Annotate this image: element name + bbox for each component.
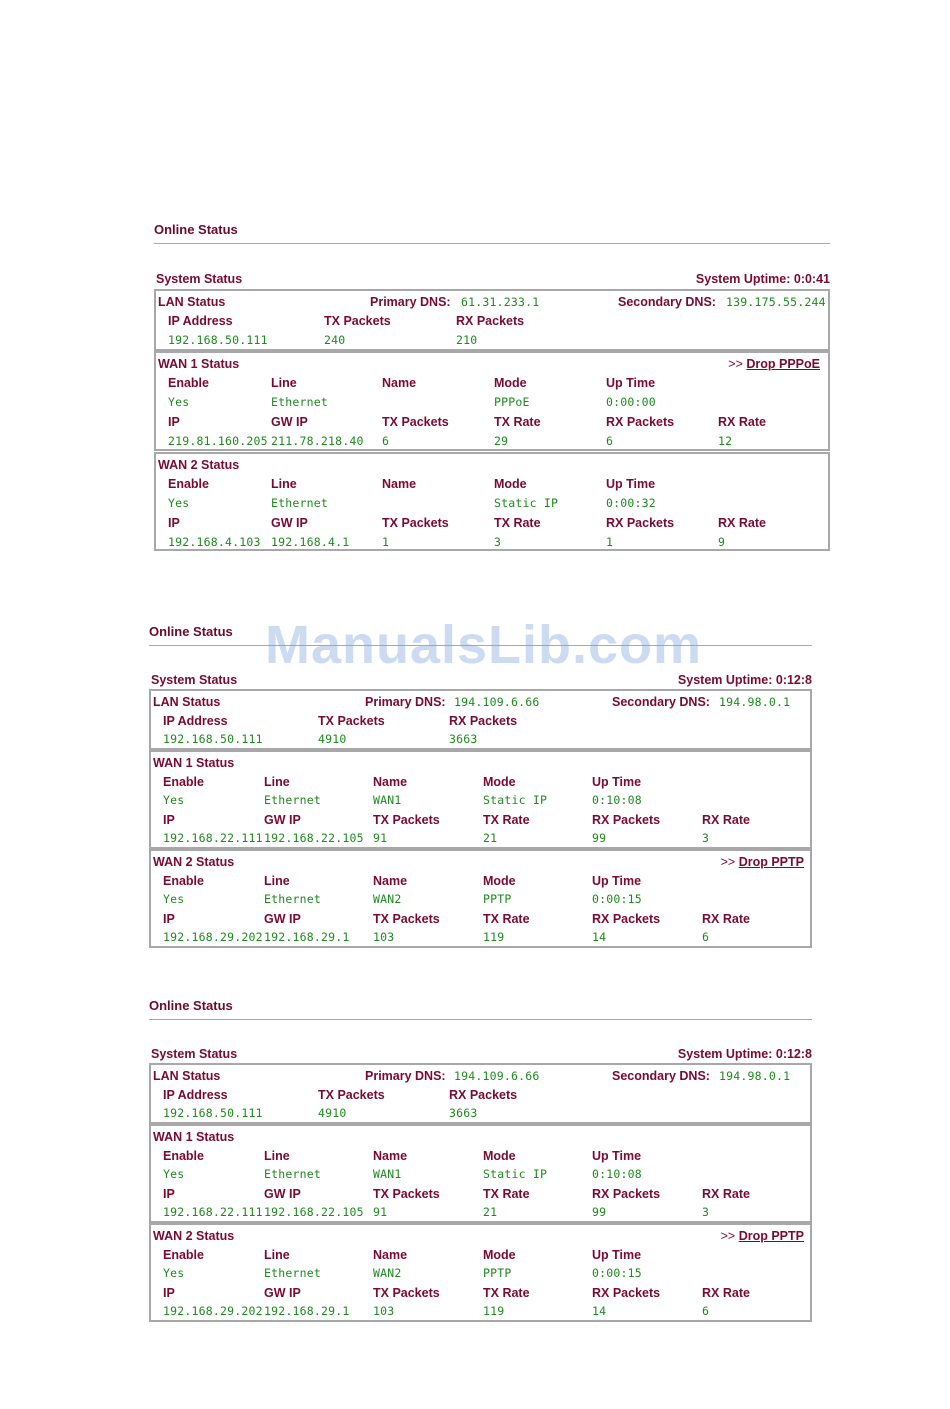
- wan1-status-box: [154, 351, 830, 451]
- wan2-rx-packets-value: 1: [606, 535, 614, 549]
- wan2-enable-value: Yes: [163, 1266, 185, 1280]
- wan1-rx-packets-value: 99: [592, 1205, 607, 1219]
- line-header: Line: [271, 477, 297, 491]
- primary-dns-value: 194.109.6.66: [454, 695, 540, 709]
- wan1-gw-ip-value: 192.168.22.105: [264, 1205, 364, 1219]
- secondary-dns-label: Secondary DNS:: [612, 695, 710, 709]
- wan1-ip-value: 192.168.22.111: [163, 831, 263, 845]
- drop-pptp-link[interactable]: Drop PPTP: [738, 1229, 804, 1243]
- wan1-rx-rate-value: 12: [718, 434, 733, 448]
- wan2-rx-rate-value: 6: [702, 1304, 710, 1318]
- tx-packets-header: TX Packets: [373, 912, 440, 926]
- wan2-rx-packets-value: 14: [592, 930, 607, 944]
- ip-address-header: IP Address: [168, 314, 233, 328]
- wan1-gw-ip-value: 211.78.218.40: [271, 434, 364, 448]
- gw-ip-header: GW IP: [271, 516, 308, 530]
- primary-dns-value: 61.31.233.1: [461, 295, 540, 309]
- wan1-line-value: Ethernet: [271, 395, 328, 409]
- name-header: Name: [373, 874, 408, 888]
- drop-pppoe-link[interactable]: Drop PPPoE: [746, 357, 820, 371]
- wan1-up-time-value: 0:10:08: [592, 1167, 642, 1181]
- system-uptime: System Uptime: 0:0:41: [695, 272, 830, 286]
- wan1-rx-packets-value: 99: [592, 831, 607, 845]
- up-time-header: Up Time: [606, 376, 656, 390]
- wan1-up-time-value: 0:10:08: [592, 793, 642, 807]
- drop-arrow: >>: [728, 357, 743, 371]
- up-time-header: Up Time: [592, 1149, 642, 1163]
- name-header: Name: [382, 376, 417, 390]
- enable-header: Enable: [168, 477, 209, 491]
- wan1-rx-rate-value: 3: [702, 1205, 710, 1219]
- lan-ip-value: 192.168.50.111: [163, 1106, 263, 1120]
- enable-header: Enable: [168, 376, 209, 390]
- rx-packets-header: RX Packets: [606, 415, 675, 429]
- watermark: ManualsLib.com: [265, 615, 703, 675]
- line-header: Line: [264, 874, 290, 888]
- wan1-status-box: [149, 1124, 812, 1223]
- ip-address-header: IP Address: [163, 1088, 228, 1102]
- primary-dns-label: Primary DNS:: [370, 295, 451, 309]
- rx-packets-header: RX Packets: [449, 714, 518, 728]
- gw-ip-header: GW IP: [271, 415, 308, 429]
- name-header: Name: [382, 477, 417, 491]
- wan1-status-label: WAN 1 Status: [158, 357, 240, 371]
- page-title: Online Status: [149, 998, 233, 1013]
- lan-tx-packets-value: 240: [324, 333, 346, 347]
- wan1-tx-packets-value: 91: [373, 1205, 388, 1219]
- wan1-name-value: WAN1: [373, 793, 402, 807]
- wan2-ip-value: 192.168.4.103: [168, 535, 261, 549]
- rx-rate-header: RX Rate: [702, 1286, 750, 1300]
- secondary-dns-value: 194.98.0.1: [719, 695, 791, 709]
- lan-rx-packets-value: 3663: [449, 1106, 478, 1120]
- ip-header: IP: [168, 516, 180, 530]
- wan2-line-value: Ethernet: [271, 496, 328, 510]
- rx-rate-header: RX Rate: [718, 516, 766, 530]
- name-header: Name: [373, 775, 408, 789]
- ip-header: IP: [163, 912, 175, 926]
- primary-dns-label: Primary DNS:: [365, 1069, 446, 1083]
- tx-rate-header: TX Rate: [483, 1286, 530, 1300]
- wan1-tx-packets-value: 91: [373, 831, 388, 845]
- rx-rate-header: RX Rate: [702, 912, 750, 926]
- wan2-name-value: WAN2: [373, 892, 402, 906]
- tx-rate-header: TX Rate: [483, 813, 530, 827]
- wan2-tx-rate-value: 3: [494, 535, 502, 549]
- wan2-rx-rate-value: 6: [702, 930, 710, 944]
- lan-status-box: [149, 689, 812, 750]
- primary-dns-label: Primary DNS:: [365, 695, 446, 709]
- online-status-panel-3: [149, 998, 812, 1323]
- wan2-tx-rate-value: 119: [483, 930, 505, 944]
- rx-packets-header: RX Packets: [456, 314, 525, 328]
- rx-rate-header: RX Rate: [702, 813, 750, 827]
- rx-packets-header: RX Packets: [606, 516, 675, 530]
- tx-packets-header: TX Packets: [382, 516, 449, 530]
- drop-pptp-link[interactable]: Drop PPTP: [738, 855, 804, 869]
- wan1-name-value: WAN1: [373, 1167, 402, 1181]
- line-header: Line: [271, 376, 297, 390]
- wan2-status-box: [149, 849, 812, 948]
- wan1-tx-rate-value: 21: [483, 831, 498, 845]
- wan2-rx-rate-value: 9: [718, 535, 726, 549]
- tx-packets-header: TX Packets: [318, 714, 385, 728]
- line-header: Line: [264, 1149, 290, 1163]
- line-header: Line: [264, 1248, 290, 1262]
- wan2-enable-value: Yes: [168, 496, 190, 510]
- wan2-status-box: [154, 452, 830, 551]
- secondary-dns-value: 194.98.0.1: [719, 1069, 791, 1083]
- gw-ip-header: GW IP: [264, 912, 301, 926]
- rx-packets-header: RX Packets: [592, 912, 661, 926]
- tx-rate-header: TX Rate: [494, 516, 541, 530]
- mode-header: Mode: [483, 1248, 516, 1262]
- wan2-up-time-value: 0:00:32: [606, 496, 656, 510]
- primary-dns-value: 194.109.6.66: [454, 1069, 540, 1083]
- drop-arrow: >>: [720, 1229, 736, 1243]
- enable-header: Enable: [163, 775, 204, 789]
- wan2-status-label: WAN 2 Status: [158, 458, 240, 472]
- wan2-status-label: WAN 2 Status: [153, 855, 235, 869]
- wan1-line-value: Ethernet: [264, 793, 321, 807]
- wan1-mode-value: PPPoE: [494, 395, 530, 409]
- wan1-mode-value: Static IP: [483, 1167, 548, 1181]
- online-status-panel-1: [154, 222, 830, 552]
- wan1-mode-value: Static IP: [483, 793, 548, 807]
- enable-header: Enable: [163, 1248, 204, 1262]
- wan1-tx-rate-value: 21: [483, 1205, 498, 1219]
- wan1-status-box: [149, 750, 812, 849]
- ip-header: IP: [168, 415, 180, 429]
- wan1-up-time-value: 0:00:00: [606, 395, 656, 409]
- wan2-tx-rate-value: 119: [483, 1304, 505, 1318]
- wan1-status-label: WAN 1 Status: [153, 1130, 235, 1144]
- wan2-mode-value: Static IP: [494, 496, 559, 510]
- rx-rate-header: RX Rate: [718, 415, 766, 429]
- enable-header: Enable: [163, 1149, 204, 1163]
- wan1-tx-packets-value: 6: [382, 434, 390, 448]
- wan2-rx-packets-value: 14: [592, 1304, 607, 1318]
- wan2-ip-value: 192.168.29.202: [163, 930, 263, 944]
- drop-pptp: [721, 856, 804, 869]
- lan-ip-value: 192.168.50.111: [168, 333, 268, 347]
- ip-header: IP: [163, 813, 175, 827]
- lan-status-label: LAN Status: [153, 1069, 221, 1083]
- lan-status-label: LAN Status: [153, 695, 221, 709]
- wan1-ip-value: 192.168.22.111: [163, 1205, 263, 1219]
- secondary-dns-label: Secondary DNS:: [618, 295, 716, 309]
- wan2-gw-ip-value: 192.168.29.1: [264, 930, 350, 944]
- wan2-tx-packets-value: 103: [373, 930, 395, 944]
- wan1-line-value: Ethernet: [264, 1167, 321, 1181]
- ip-address-header: IP Address: [163, 714, 228, 728]
- up-time-header: Up Time: [592, 775, 642, 789]
- wan2-up-time-value: 0:00:15: [592, 1266, 642, 1280]
- name-header: Name: [373, 1248, 408, 1262]
- drop-arrow: >>: [720, 855, 736, 869]
- wan2-tx-packets-value: 1: [382, 535, 390, 549]
- drop-pptp: [721, 1230, 804, 1243]
- wan2-status-label: WAN 2 Status: [153, 1229, 235, 1243]
- system-status-label: System Status: [156, 272, 243, 286]
- drop-pppoe: [728, 358, 820, 371]
- up-time-header: Up Time: [592, 1248, 642, 1262]
- system-uptime: System Uptime: 0:12:8: [677, 1047, 812, 1061]
- line-header: Line: [264, 775, 290, 789]
- wan1-tx-rate-value: 29: [494, 434, 509, 448]
- mode-header: Mode: [494, 376, 527, 390]
- title-divider: [154, 243, 830, 244]
- tx-packets-header: TX Packets: [373, 1286, 440, 1300]
- ip-header: IP: [163, 1187, 175, 1201]
- gw-ip-header: GW IP: [264, 1187, 301, 1201]
- lan-status-box: [149, 1063, 812, 1124]
- tx-rate-header: TX Rate: [483, 912, 530, 926]
- wan2-gw-ip-value: 192.168.4.1: [271, 535, 350, 549]
- wan2-line-value: Ethernet: [264, 1266, 321, 1280]
- system-status-label: System Status: [151, 673, 238, 687]
- lan-rx-packets-value: 210: [456, 333, 478, 347]
- mode-header: Mode: [483, 775, 516, 789]
- title-divider: [149, 1019, 812, 1020]
- wan1-enable-value: Yes: [163, 1167, 185, 1181]
- gw-ip-header: GW IP: [264, 1286, 301, 1300]
- wan1-enable-value: Yes: [163, 793, 185, 807]
- wan2-gw-ip-value: 192.168.29.1: [264, 1304, 350, 1318]
- gw-ip-header: GW IP: [264, 813, 301, 827]
- system-status-label: System Status: [151, 1047, 238, 1061]
- mode-header: Mode: [483, 1149, 516, 1163]
- up-time-header: Up Time: [606, 477, 656, 491]
- enable-header: Enable: [163, 874, 204, 888]
- wan2-status-box: [149, 1223, 812, 1322]
- tx-packets-header: TX Packets: [382, 415, 449, 429]
- tx-packets-header: TX Packets: [373, 813, 440, 827]
- wan2-name-value: WAN2: [373, 1266, 402, 1280]
- wan2-ip-value: 192.168.29.202: [163, 1304, 263, 1318]
- rx-packets-header: RX Packets: [592, 1286, 661, 1300]
- wan2-up-time-value: 0:00:15: [592, 892, 642, 906]
- wan1-rx-packets-value: 6: [606, 434, 614, 448]
- rx-packets-header: RX Packets: [592, 813, 661, 827]
- tx-rate-header: TX Rate: [494, 415, 541, 429]
- secondary-dns-value: 139.175.55.244: [726, 295, 826, 309]
- wan2-tx-packets-value: 103: [373, 1304, 395, 1318]
- tx-packets-header: TX Packets: [373, 1187, 440, 1201]
- rx-rate-header: RX Rate: [702, 1187, 750, 1201]
- wan2-line-value: Ethernet: [264, 892, 321, 906]
- tx-rate-header: TX Rate: [483, 1187, 530, 1201]
- system-uptime: System Uptime: 0:12:8: [677, 673, 812, 687]
- lan-status-label: LAN Status: [158, 295, 226, 309]
- tx-packets-header: TX Packets: [318, 1088, 385, 1102]
- wan2-enable-value: Yes: [163, 892, 185, 906]
- secondary-dns-label: Secondary DNS:: [612, 1069, 710, 1083]
- page-title: Online Status: [154, 222, 238, 237]
- tx-packets-header: TX Packets: [324, 314, 391, 328]
- name-header: Name: [373, 1149, 408, 1163]
- wan2-mode-value: PPTP: [483, 1266, 512, 1280]
- lan-ip-value: 192.168.50.111: [163, 732, 263, 746]
- rx-packets-header: RX Packets: [449, 1088, 518, 1102]
- wan1-gw-ip-value: 192.168.22.105: [264, 831, 364, 845]
- lan-rx-packets-value: 3663: [449, 732, 478, 746]
- lan-tx-packets-value: 4910: [318, 732, 347, 746]
- wan1-ip-value: 219.81.160.205: [168, 434, 268, 448]
- lan-tx-packets-value: 4910: [318, 1106, 347, 1120]
- page-title: Online Status: [149, 624, 233, 639]
- wan1-enable-value: Yes: [168, 395, 190, 409]
- wan2-mode-value: PPTP: [483, 892, 512, 906]
- rx-packets-header: RX Packets: [592, 1187, 661, 1201]
- lan-status-box: [154, 289, 830, 351]
- wan1-status-label: WAN 1 Status: [153, 756, 235, 770]
- mode-header: Mode: [494, 477, 527, 491]
- up-time-header: Up Time: [592, 874, 642, 888]
- ip-header: IP: [163, 1286, 175, 1300]
- wan1-rx-rate-value: 3: [702, 831, 710, 845]
- mode-header: Mode: [483, 874, 516, 888]
